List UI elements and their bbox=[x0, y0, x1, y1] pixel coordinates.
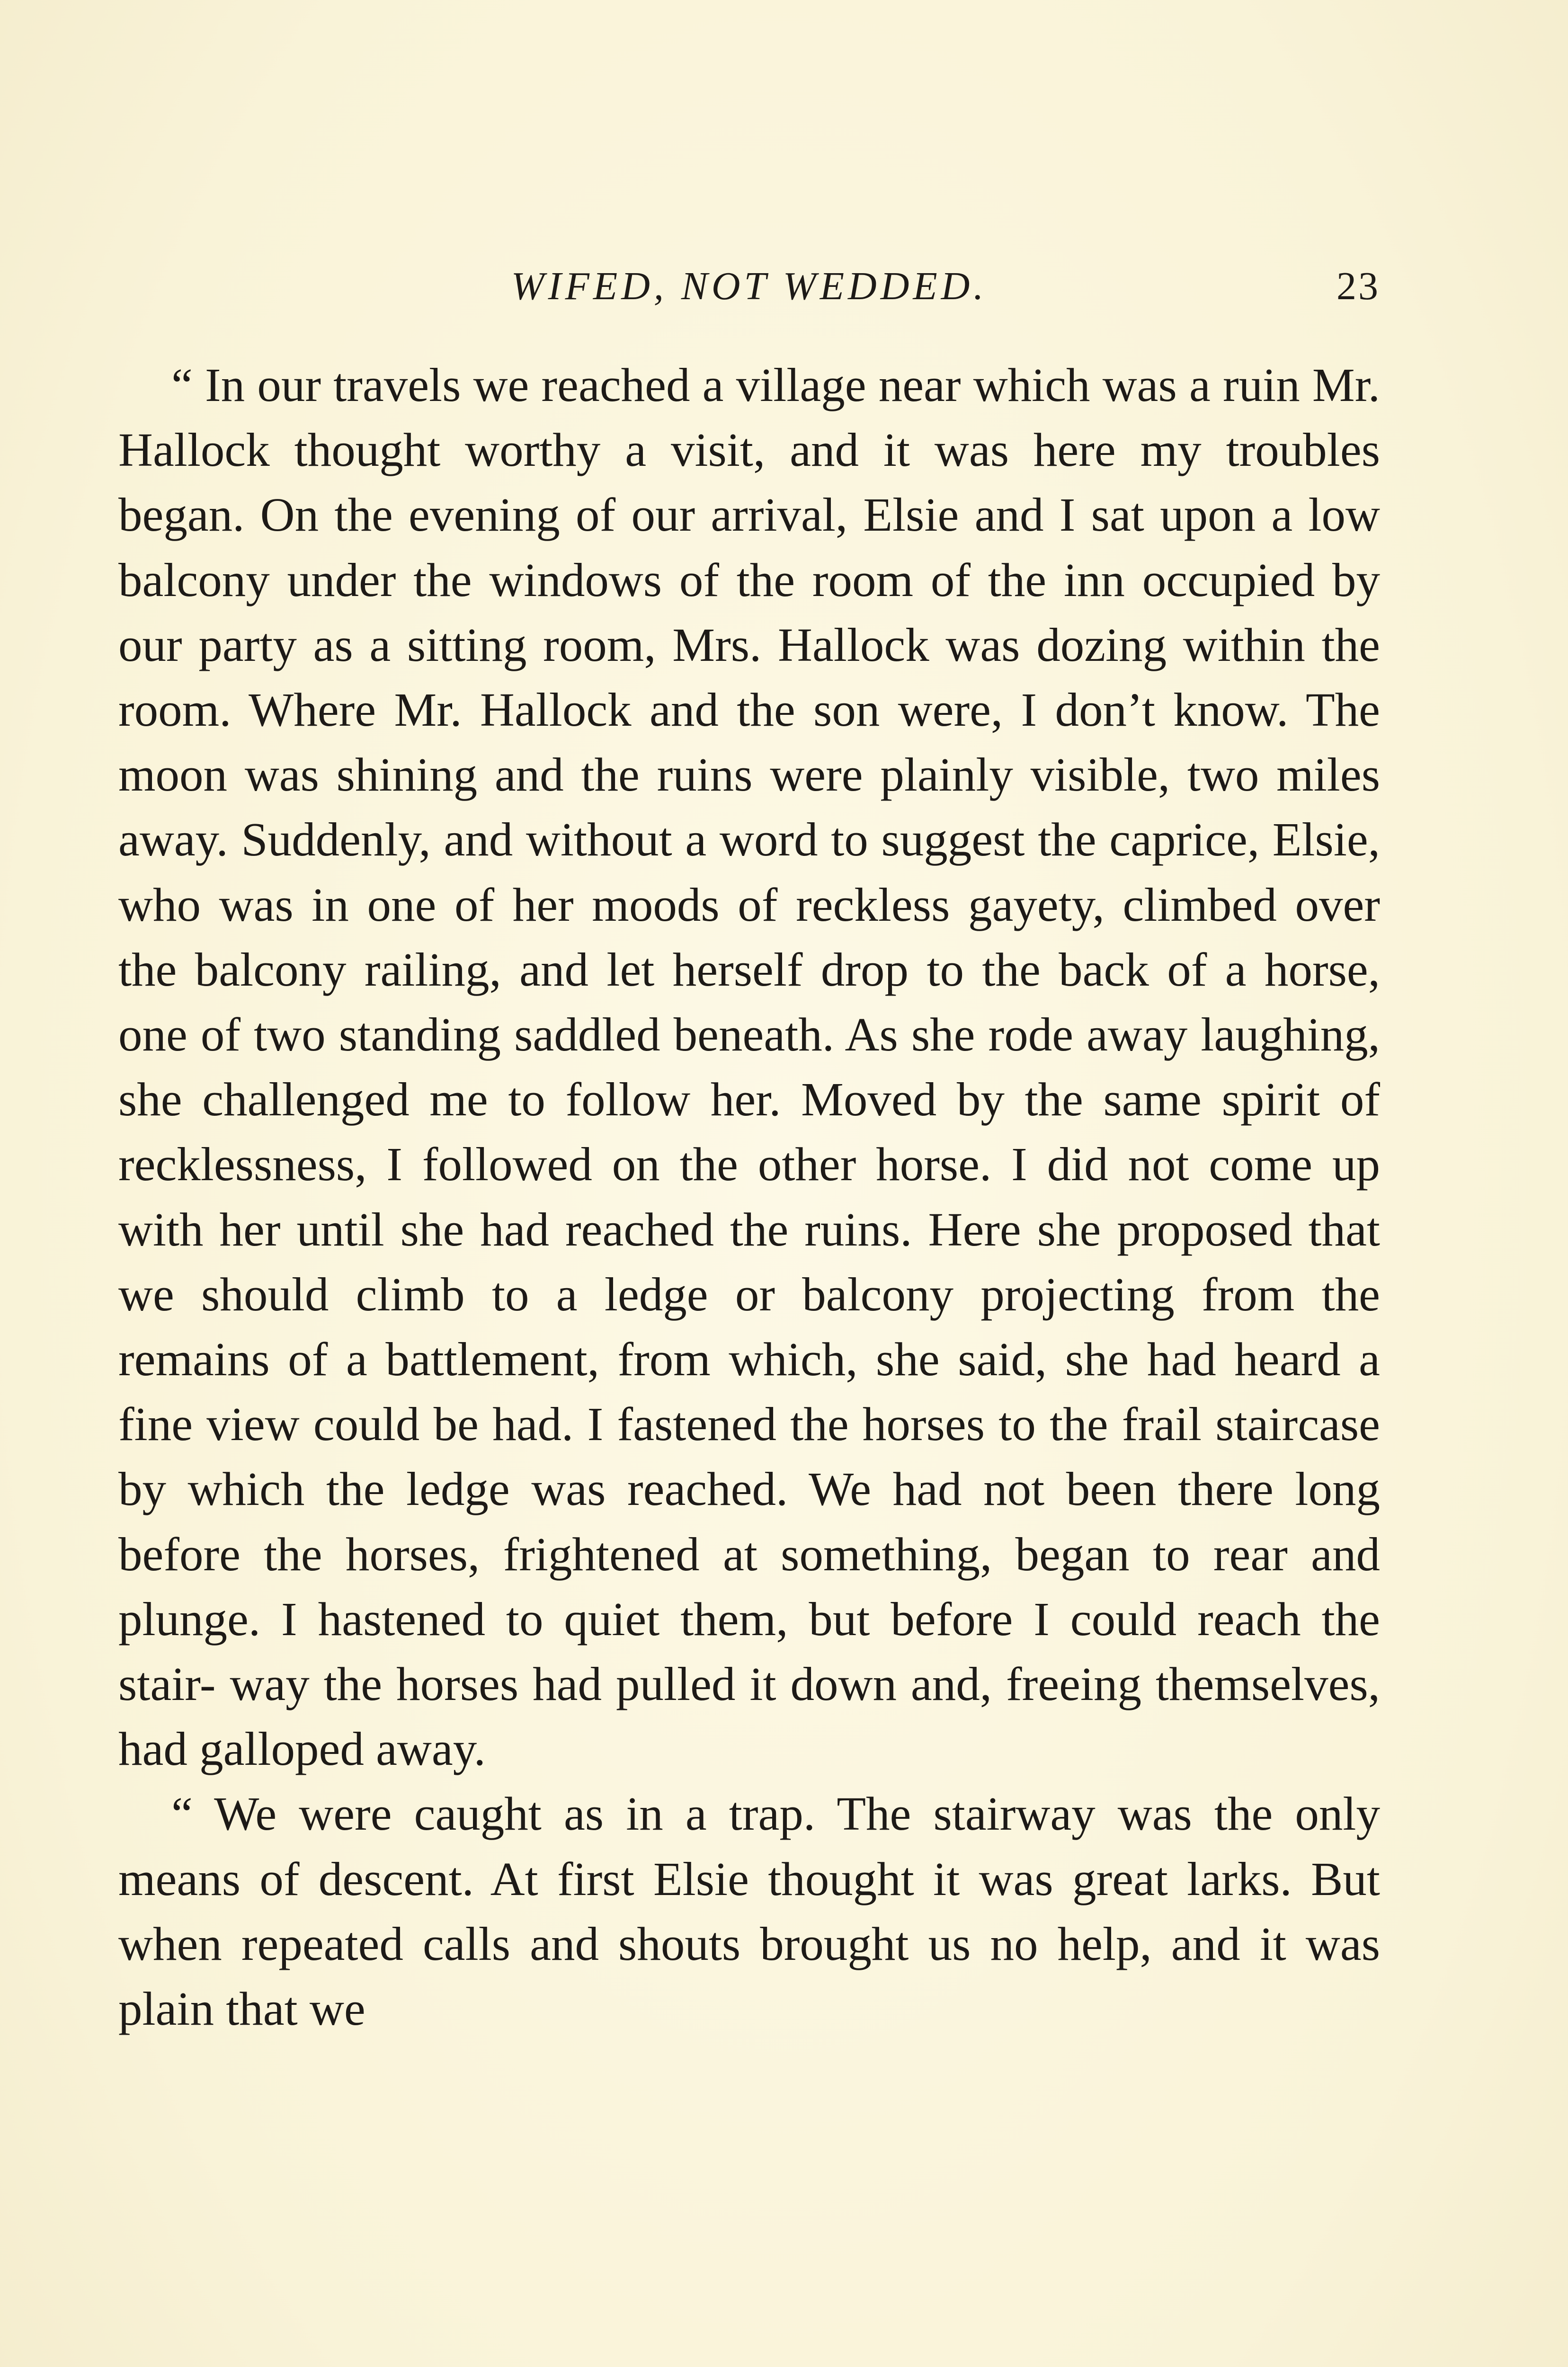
paragraph-1: “ In our travels we reached a village near which was a ruin Mr. Hallock thought worthy a visit, and it was here my troubles began. On the evening of our arrival, Elsie and I sat upon a low balcony under the windows of the room of the inn occupied by our party as a sitting room, Mrs. Hallock was dozing within the room. Where Mr. Hallock and the son were, I don’t know. The moon was shining and the ruins were plainly visible, two miles away. Suddenly, and without a word to suggest the caprice, Elsie, who was in one of her moods of reckless gayety, climbed over the balcony railing, and let herself drop to the back of a horse, one of two standing saddled beneath. As she rode away laughing, she challenged me to follow her. Moved by the same spirit of recklessness, I followed on the other horse. I did not come up with her until she had reached the ruins. Here she proposed that we should climb to a ledge or balcony projecting from the remains of a battlement, from which, she said, she had heard a fine view could be had. I fastened the horses to the frail staircase by which the ledge was reached. We had not been there long before the horses, frightened at something, began to rear and plunge. I hastened to quiet them, but before I could reach the stair- way the horses had pulled it down and, freeing themselves, had galloped away. bbox=[118, 358, 1380, 1776]
body-text bbox=[118, 353, 1380, 2041]
paragraph-2: “ We were caught as in a trap. The stairway was the only means of descent. At first Elsie thought it was great larks. But when repeated calls and shouts brought us no help, and it was plain that we bbox=[118, 1787, 1380, 2036]
page-header bbox=[118, 260, 1380, 312]
page-number: 23 bbox=[1336, 264, 1380, 308]
running-title: WIFED, NOT WEDDED. bbox=[511, 264, 988, 308]
